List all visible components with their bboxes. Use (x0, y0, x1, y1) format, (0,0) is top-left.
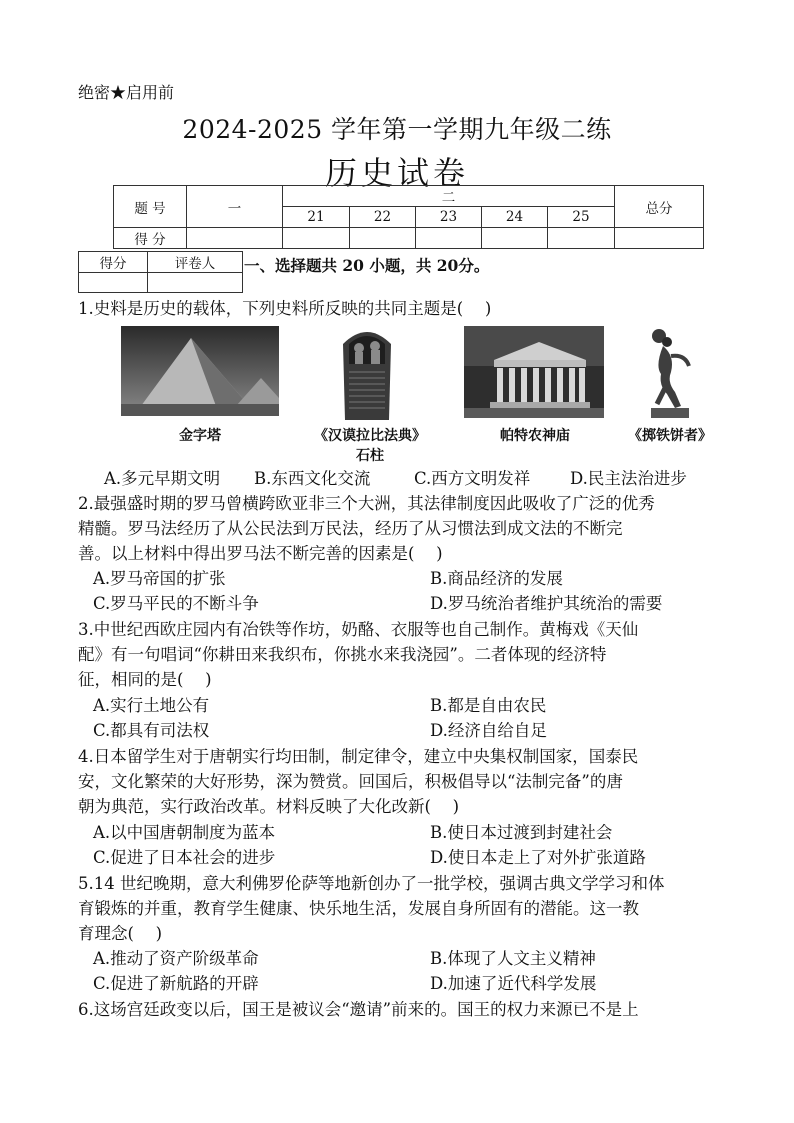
col-total: 总分 (615, 186, 704, 228)
question-3-option-c[interactable]: C.都具有司法权 (93, 721, 210, 740)
score-cell[interactable] (615, 228, 704, 249)
parthenon-photo-icon (464, 326, 604, 418)
score-cell[interactable] (187, 228, 283, 249)
score-table (113, 185, 704, 249)
score-cell[interactable] (548, 228, 615, 249)
caption-hammurabi: 《汉谟拉比法典》 (314, 428, 426, 444)
col-part-one: 一 (187, 186, 283, 228)
discobolus-photo-icon (645, 326, 695, 418)
grader-name-label: 评卷人 (148, 252, 243, 273)
score-cell[interactable] (482, 228, 548, 249)
question-3-line: 配》有一句唱词“你耕田来我织布，你挑水来我浇园”。二者体现的经济特 (78, 645, 607, 664)
score-cell[interactable] (283, 228, 350, 249)
question-2-option-c[interactable]: C.罗马平民的不断斗争 (93, 594, 259, 613)
sub-col-21: 21 (283, 207, 350, 228)
question-1-option-b[interactable]: B.东西文化交流 (254, 469, 371, 488)
question-3-line: 征，相同的是( ) (78, 670, 212, 689)
section-heading: 一、选择题共 20 小题，共 20分。 (244, 256, 490, 275)
sub-col-24: 24 (482, 207, 548, 228)
row-label-question-number: 题 号 (114, 186, 187, 228)
grader-score-cell[interactable] (79, 273, 148, 293)
question-5-option-a[interactable]: A.推动了资产阶级革命 (93, 949, 259, 968)
question-1-line: 1.史料是历史的载体，下列史料所反映的共同主题是( ) (78, 299, 492, 318)
sub-col-25: 25 (548, 207, 615, 228)
subject-title: 历史试卷 (324, 154, 469, 192)
question-2-option-b[interactable]: B.商品经济的发展 (430, 569, 563, 588)
question-5-option-c[interactable]: C.促进了新航路的开辟 (93, 974, 259, 993)
question-2-line: 2.最强盛时期的罗马曾横跨欧亚非三个大洲，其法律制度因此吸收了广泛的优秀 (78, 494, 655, 513)
question-2-line: 精髓。罗马法经历了从公民法到万民法，经历了从习惯法到成文法的不断完 (78, 519, 623, 538)
question-5-line: 育理念( ) (78, 924, 163, 943)
stele-photo-icon (335, 324, 399, 420)
grader-name-cell[interactable] (148, 273, 243, 293)
question-2-option-a[interactable]: A.罗马帝国的扩张 (93, 569, 226, 588)
question-1-option-c[interactable]: C.西方文明发祥 (414, 469, 531, 488)
row-label-score: 得 分 (114, 228, 187, 249)
question-4-line: 安，文化繁荣的大好形势，深为赞赏。回国后，积极倡导以“法制完备”的唐 (78, 772, 623, 791)
question-5-option-d[interactable]: D.加速了近代科学发展 (430, 974, 597, 993)
question-5-option-b[interactable]: B.体现了人文主义精神 (430, 949, 596, 968)
col-part-two: 二 (283, 186, 615, 207)
grader-box (78, 251, 243, 293)
score-cell[interactable] (416, 228, 482, 249)
question-2-option-d[interactable]: D.罗马统治者维护其统治的需要 (430, 594, 663, 613)
question-3-option-d[interactable]: D.经济自给自足 (430, 721, 547, 740)
question-1-option-a[interactable]: A.多元早期文明 (104, 469, 221, 488)
question-4-option-a[interactable]: A.以中国唐朝制度为蓝本 (93, 823, 276, 842)
question-3-option-a[interactable]: A.实行土地公有 (93, 696, 210, 715)
sub-col-23: 23 (416, 207, 482, 228)
question-3-option-b[interactable]: B.都是自由农民 (430, 696, 547, 715)
secret-mark: 绝密★启用前 (78, 83, 175, 102)
score-cell[interactable] (350, 228, 416, 249)
question-4-option-c[interactable]: C.促进了日本社会的进步 (93, 848, 276, 867)
caption-discobolus: 《掷铁饼者》 (628, 428, 712, 444)
question-4-option-d[interactable]: D.使日本走上了对外扩张道路 (430, 848, 646, 867)
caption-parthenon: 帕特农神庙 (500, 428, 570, 444)
question-4-line: 4.日本留学生对于唐朝实行均田制，制定律令，建立中央集权制国家，国泰民 (78, 747, 639, 766)
sub-col-22: 22 (350, 207, 416, 228)
exam-title: 2024-2025 学年第一学期九年级二练 (182, 115, 612, 144)
pyramid-photo-icon (121, 326, 279, 416)
question-2-line: 善。以上材料中得出罗马法不断完善的因素是( ) (78, 544, 443, 563)
question-4-line: 朝为典范，实行政治改革。材料反映了大化改新( ) (78, 797, 460, 816)
question-6-line: 6.这场宫廷政变以后，国王是被议会“邀请”前来的。国王的权力来源已不是上 (78, 1000, 639, 1019)
caption-pyramid: 金字塔 (179, 428, 221, 444)
caption-hammurabi-line2: 石柱 (356, 448, 384, 464)
grader-score-label: 得分 (79, 252, 148, 273)
question-5-line: 5.14 世纪晚期，意大利佛罗伦萨等地新创办了一批学校，强调古典文学学习和体 (78, 874, 665, 893)
question-1-option-d[interactable]: D.民主法治进步 (570, 469, 687, 488)
question-5-line: 育锻炼的并重，教育学生健康、快乐地生活，发展自身所固有的潜能。这一教 (78, 899, 639, 918)
question-3-line: 3.中世纪西欧庄园内有冶铁等作坊，奶酪、衣服等也自己制作。黄梅戏《天仙 (78, 620, 639, 639)
question-4-option-b[interactable]: B.使日本过渡到封建社会 (430, 823, 613, 842)
